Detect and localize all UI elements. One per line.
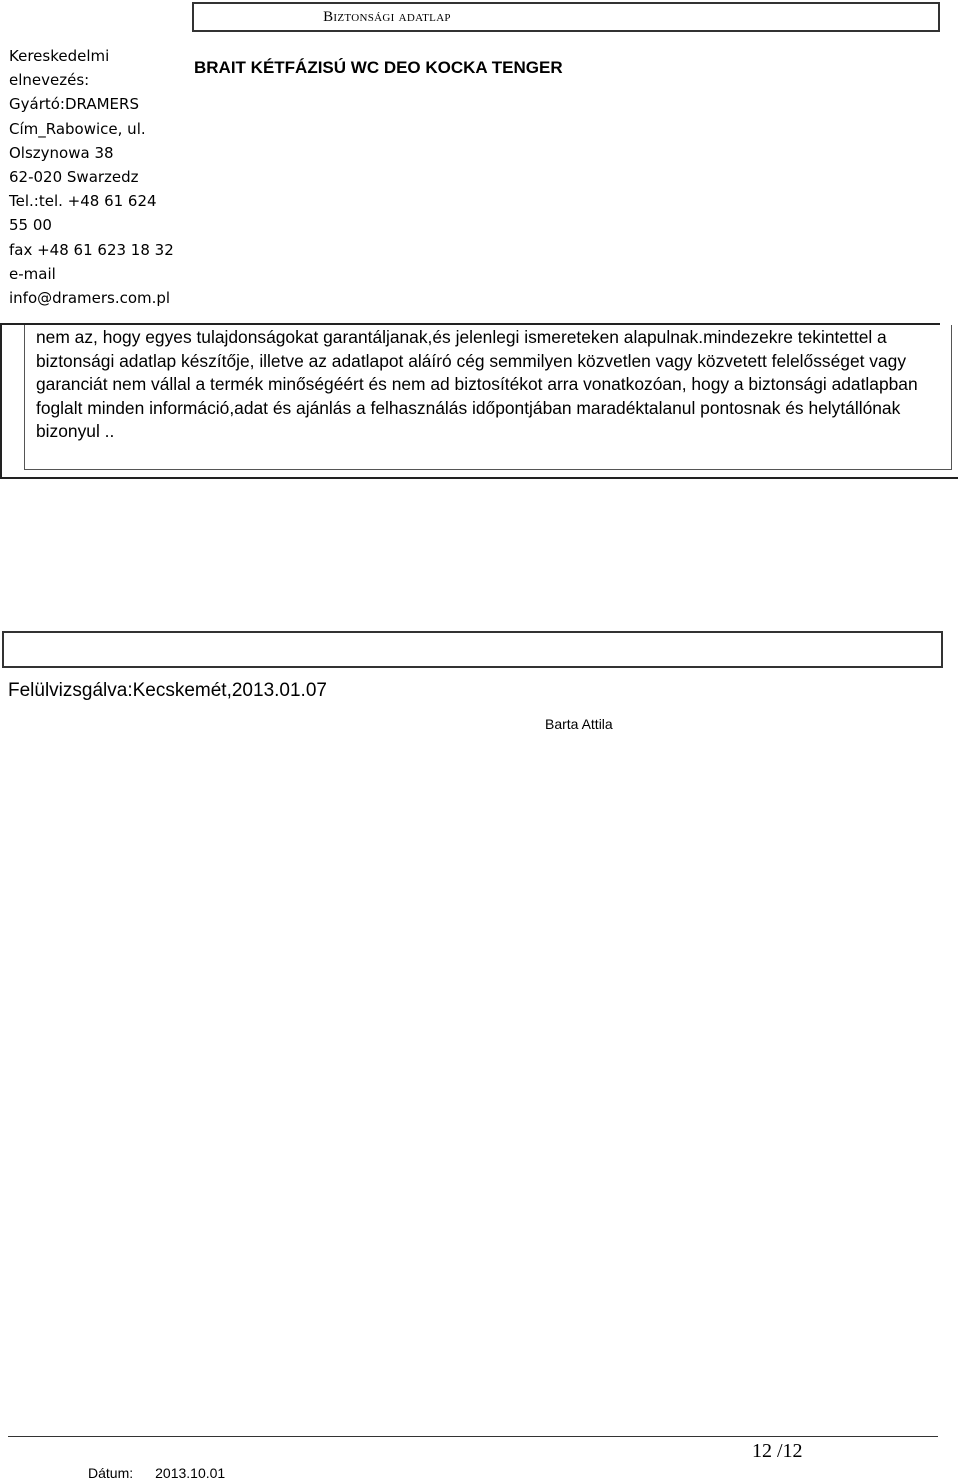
frame-bottom-border bbox=[0, 477, 958, 479]
footer-divider bbox=[8, 1436, 938, 1437]
footer-date-value: 2013.10.01 bbox=[155, 1465, 226, 1481]
company-line: 62-020 Swarzedz bbox=[9, 168, 139, 187]
page-number: 12 /12 bbox=[752, 1440, 803, 1462]
signer-name: Barta Attila bbox=[545, 716, 613, 732]
company-line: e-mail bbox=[9, 264, 56, 283]
footer-date bbox=[88, 1465, 225, 1481]
footer-date-label: Dátum: bbox=[88, 1465, 134, 1481]
disclaimer-text: nem az, hogy egyes tulajdonságokat garantáljanak,és jelenlegi ismereteken alapulnak.mindezekre tekintettel a biztonsági adatlap készítője, illetve az adatlapot aláíró cég semmilyen közvetlen vagy közvetett felelősséget vagy garanciát nem vállal a termék minőségéért és nem ad biztosítékot arra vonatkozóan, hogy a biztonsági adatlapban foglalt minden információ,adat és ajánlás a felhasználás időpontjában maradéktalanul pontosnak és helytállónak bizonyul .. bbox=[36, 327, 918, 442]
company-line: Kereskedelmi bbox=[9, 47, 110, 65]
company-line: Gyártó:DRAMERS bbox=[9, 95, 139, 114]
company-line: fax +48 61 623 18 32 bbox=[9, 240, 174, 259]
company-line: elnevezés: bbox=[9, 71, 90, 90]
company-info bbox=[9, 44, 189, 310]
product-name: BRAIT KÉTFÁZISÚ WC DEO KOCKA TENGER bbox=[194, 58, 563, 77]
frame-left-border bbox=[0, 323, 2, 479]
empty-box bbox=[2, 631, 943, 668]
company-line: 55 00 bbox=[9, 216, 52, 235]
company-line: Tel.:tel. +48 61 624 bbox=[9, 192, 157, 211]
document-title: Biztonsági adatlap bbox=[323, 9, 451, 25]
company-line: Cím_Rabowice, ul. bbox=[9, 119, 146, 138]
review-line: Felülvizsgálva:Kecskemét,2013.01.07 bbox=[8, 680, 327, 701]
company-line: info@dramers.com.pl bbox=[9, 289, 171, 308]
company-line: Olszynowa 38 bbox=[9, 143, 114, 162]
